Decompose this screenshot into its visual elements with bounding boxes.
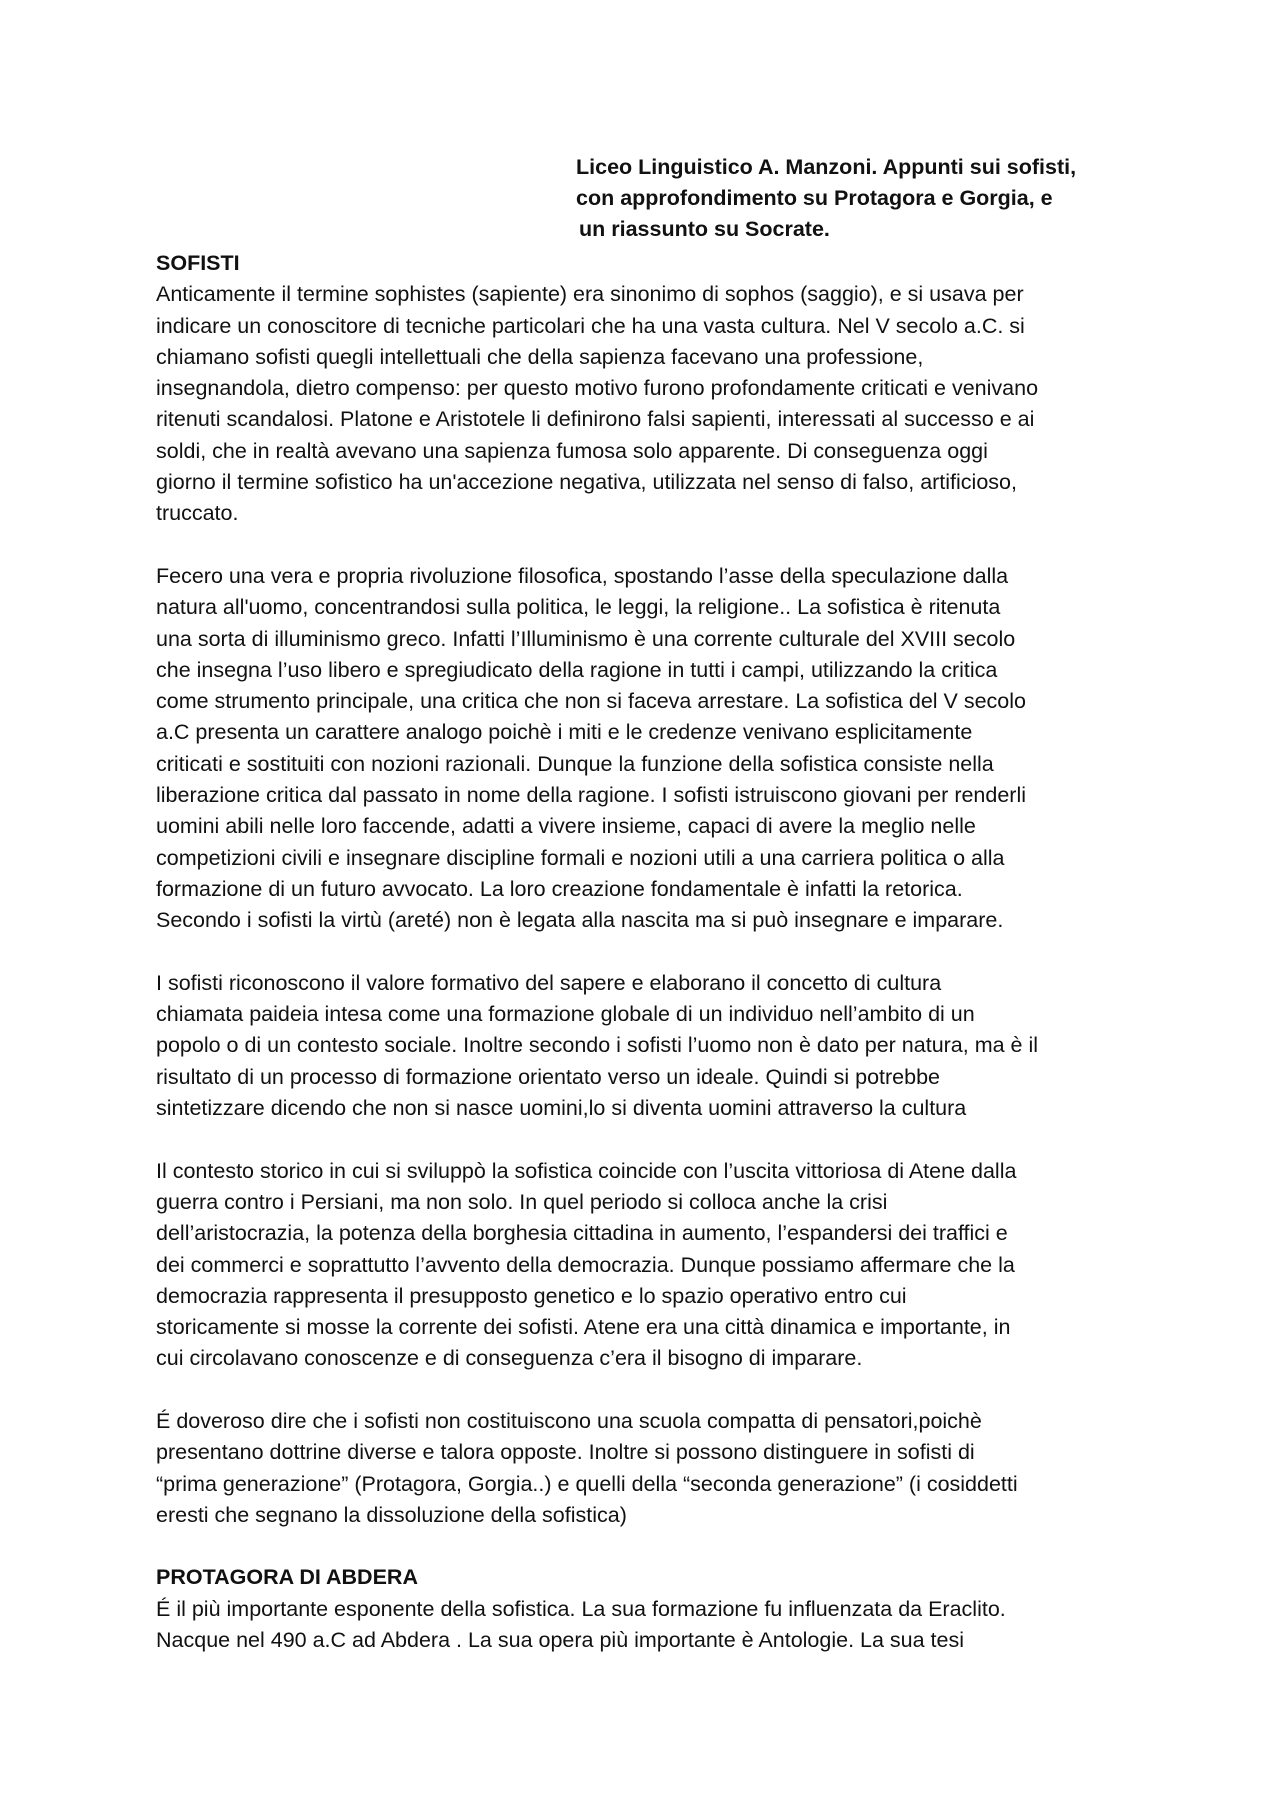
text-line: presentano dottrine diverse e talora opposte. Inoltre si possono distinguere in sofisti di bbox=[156, 1440, 975, 1465]
text-line: sintetizzare dicendo che non si nasce uomini,lo si diventa uomini attraverso la cultura bbox=[156, 1096, 967, 1121]
document-title bbox=[576, 152, 1176, 245]
text-line: Secondo i sofisti la virtù (areté) non è legata alla nascita ma si può insegnare e imparare. bbox=[156, 908, 1004, 933]
text-line: formazione di un futuro avvocato. La loro creazione fondamentale è infatti la retorica. bbox=[156, 876, 963, 901]
text-line: una sorta di illuminismo greco. Infatti l’Illuminismo è una corrente culturale del XVIII secolo bbox=[156, 626, 1016, 651]
paragraph-4 bbox=[156, 1156, 1156, 1375]
section-heading-sofisti: SOFISTI bbox=[156, 251, 240, 275]
title-line: con approfondimento su Protagora e Gorgia, e bbox=[576, 186, 1053, 210]
title-line: Liceo Linguistico A. Manzoni. Appunti sui sofisti, bbox=[576, 155, 1077, 179]
paragraph-1 bbox=[156, 279, 1156, 529]
text-line: giorno il termine sofistico ha un'accezione negativa, utilizzata nel senso di falso, artificioso, bbox=[156, 470, 1017, 495]
paragraph-5 bbox=[156, 1406, 1156, 1531]
title-line: un riassunto su Socrate. bbox=[579, 217, 830, 241]
text-line: liberazione critica dal passato in nome della ragione. I sofisti istruiscono giovani per renderli bbox=[156, 783, 1027, 808]
text-line: Fecero una vera e propria rivoluzione filosofica, spostando l’asse della speculazione dalla bbox=[156, 563, 1009, 588]
paragraph-2 bbox=[156, 561, 1156, 937]
text-line: soldi, che in realtà avevano una sapienza fumosa solo apparente. Di conseguenza oggi bbox=[156, 438, 988, 463]
text-line: dei commerci e soprattutto l’avvento della democrazia. Dunque possiamo affermare che la bbox=[156, 1252, 1015, 1277]
paragraph-spacer bbox=[156, 1124, 1156, 1155]
paragraph-spacer bbox=[156, 937, 1156, 968]
text-line: ritenuti scandalosi. Platone e Aristotele li definirono falsi sapienti, interessati al successo e ai bbox=[156, 407, 1035, 432]
paragraph-6 bbox=[156, 1594, 1156, 1657]
text-line: che insegna l’uso libero e spregiudicato della ragione in tutti i campi, utilizzando la critica bbox=[156, 657, 998, 682]
text-line: Anticamente il termine sophistes (sapiente) era sinonimo di sophos (saggio), e si usava per bbox=[156, 282, 1024, 307]
paragraph-3 bbox=[156, 968, 1156, 1124]
document-body bbox=[156, 248, 1156, 1656]
text-line: risultato di un processo di formazione orientato verso un ideale. Quindi si potrebbe bbox=[156, 1064, 941, 1089]
paragraph-spacer bbox=[156, 1531, 1156, 1562]
text-line: I sofisti riconoscono il valore formativo del sapere e elaborano il concetto di cultura bbox=[156, 970, 942, 995]
text-line: storicamente si mosse la corrente dei sofisti. Atene era una città dinamica e importante, in bbox=[156, 1315, 1011, 1340]
text-line: chiamano sofisti quegli intellettuali che della sapienza facevano una professione, bbox=[156, 344, 924, 369]
paragraph-spacer bbox=[156, 530, 1156, 561]
text-line: truccato. bbox=[156, 501, 239, 526]
text-line: cui circolavano conoscenze e di conseguenza c’era il bisogno di imparare. bbox=[156, 1346, 863, 1371]
text-line: popolo o di un contesto sociale. Inoltre secondo i sofisti l’uomo non è dato per natura, ma è il bbox=[156, 1033, 1039, 1058]
text-line: dell’aristocrazia, la potenza della borghesia cittadina in aumento, l’espandersi dei traffici e bbox=[156, 1221, 1008, 1246]
text-line: uomini abili nelle loro faccende, adatti a vivere insieme, capaci di avere la meglio nelle bbox=[156, 814, 976, 839]
text-line: a.C presenta un carattere analogo poichè i miti e le credenze venivano esplicitamente bbox=[156, 720, 973, 745]
text-line: democrazia rappresenta il presupposto genetico e lo spazio operativo entro cui bbox=[156, 1283, 907, 1308]
text-line: competizioni civili e insegnare discipline formali e nozioni utili a una carriera politica o alla bbox=[156, 845, 1005, 870]
text-line: É doveroso dire che i sofisti non costituiscono una scuola compatta di pensatori,poichè bbox=[156, 1408, 982, 1433]
text-line: É il più importante esponente della sofistica. La sua formazione fu influenzata da Eraclito. bbox=[156, 1596, 1006, 1621]
text-line: chiamata paideia intesa come una formazione globale di un individuo nell’ambito di un bbox=[156, 1002, 975, 1027]
text-line: criticati e sostituiti con nozioni razionali. Dunque la funzione della sofistica consiste nella bbox=[156, 751, 994, 776]
paragraph-spacer bbox=[156, 1375, 1156, 1406]
text-line: natura all'uomo, concentrandosi sulla politica, le leggi, la religione.. La sofistica è ritenuta bbox=[156, 595, 1001, 620]
text-line: indicare un conoscitore di tecniche particolari che ha una vasta cultura. Nel V secolo a.C. si bbox=[156, 313, 1025, 338]
text-line: Il contesto storico in cui si sviluppò la sofistica coincide con l’uscita vittoriosa di Atene dalla bbox=[156, 1158, 1017, 1183]
section-heading-protagora: PROTAGORA DI ABDERA bbox=[156, 1565, 418, 1590]
text-line: “prima generazione” (Protagora, Gorgia..) e quelli della “seconda generazione” (i cosiddetti bbox=[156, 1471, 1018, 1496]
text-line: insegnandola, dietro compenso: per questo motivo furono profondamente criticati e venivano bbox=[156, 376, 1039, 401]
text-line: Nacque nel 490 a.C ad Abdera . La sua opera più importante è Antologie. La sua tesi bbox=[156, 1628, 965, 1653]
text-line: guerra contro i Persiani, ma non solo. In quel periodo si colloca anche la crisi bbox=[156, 1189, 888, 1214]
text-line: come strumento principale, una critica che non si faceva arrestare. La sofistica del V secolo bbox=[156, 689, 1026, 714]
text-line: eresti che segnano la dissoluzione della sofistica) bbox=[156, 1502, 627, 1527]
